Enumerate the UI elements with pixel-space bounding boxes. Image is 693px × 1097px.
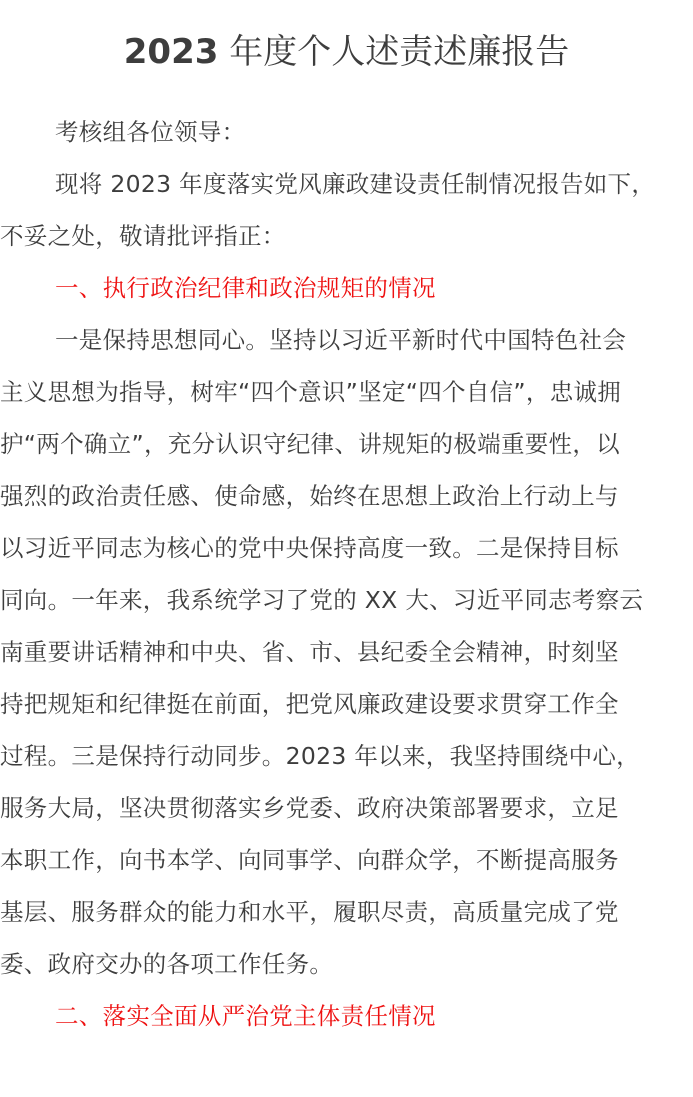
body-line: 强烈的政治责任感、使命感，始终在思想上政治上行动上与 — [0, 482, 619, 510]
body-line: 同向。一年来，我系统学习了党的 XX 大、习近平同志考察云 — [0, 586, 644, 614]
title-text: 年度个人述责述廉报告 — [218, 32, 570, 72]
intro-line: 不妥之处，敬请批评指正： — [0, 222, 286, 250]
body-line: 以习近平同志为核心的党中央保持高度一致。二是保持目标 — [0, 534, 619, 562]
body-line: 服务大局，坚决贯彻落实乡党委、政府决策部署要求，立足 — [0, 794, 619, 822]
section-heading: 二、落实全面从严治党主体责任情况 — [55, 1002, 436, 1030]
body-line: 委、政府交办的各项工作任务。 — [0, 950, 334, 978]
body-line: 过程。三是保持行动同步。2023 年以来，我坚持围绕中心， — [0, 742, 640, 770]
body-line: 护“两个确立”，充分认识守纪律、讲规矩的极端重要性，以 — [0, 430, 620, 458]
body-line: 一是保持思想同心。坚持以习近平新时代中国特色社会 — [55, 326, 627, 354]
document-title — [0, 30, 693, 74]
body-line: 南重要讲话精神和中央、省、市、县纪委全会精神，时刻坚 — [0, 638, 619, 666]
salutation-line: 考核组各位领导： — [55, 118, 246, 146]
body-line: 基层、服务群众的能力和水平，履职尽责，高质量完成了党 — [0, 898, 619, 926]
body-line: 持把规矩和纪律挺在前面，把党风廉政建设要求贯穿工作全 — [0, 690, 619, 718]
section-heading: 一、执行政治纪律和政治规矩的情况 — [55, 274, 436, 302]
title-year: 2023 — [123, 32, 219, 72]
body-line: 主义思想为指导，树牢“四个意识”坚定“四个自信”，忠诚拥 — [0, 378, 622, 406]
intro-line: 现将 2023 年度落实党风廉政建设责任制情况报告如下， — [55, 170, 656, 198]
body-line: 本职工作，向书本学、向同事学、向群众学，不断提高服务 — [0, 846, 619, 874]
